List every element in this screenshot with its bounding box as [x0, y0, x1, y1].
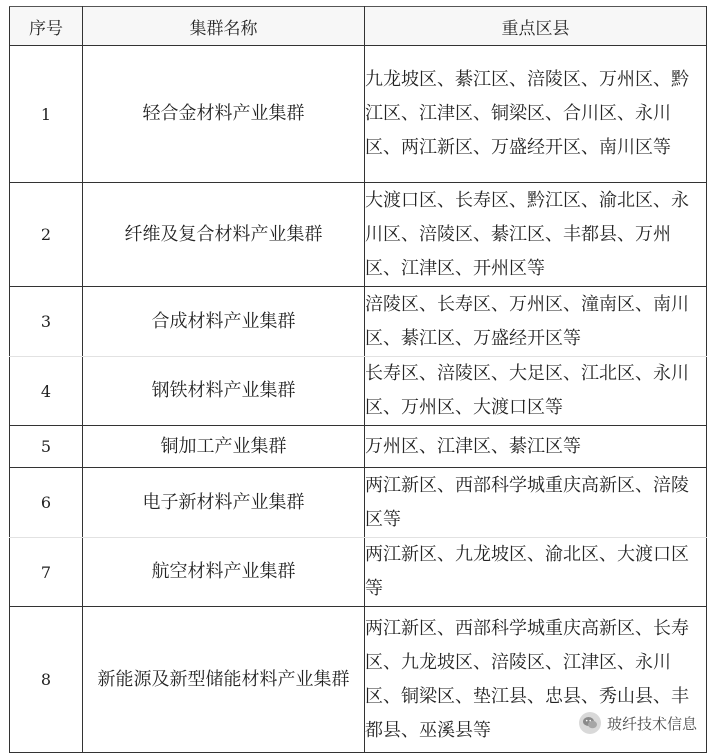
- row-no: 7: [10, 538, 83, 607]
- row-area: 万州区、江津区、綦江区等: [365, 426, 707, 468]
- row-area: 两江新区、九龙坡区、渝北区、大渡口区等: [365, 538, 707, 607]
- row-area: 九龙坡区、綦江区、涪陵区、万州区、黔江区、江津区、铜梁区、合川区、永川区、两江新区、万盛经开区、南川区等: [365, 46, 707, 183]
- row-no: 3: [10, 287, 83, 357]
- row-name: 新能源及新型储能材料产业集群: [83, 607, 365, 753]
- table-row: [10, 183, 707, 287]
- row-no: 4: [10, 357, 83, 426]
- row-name: 铜加工产业集群: [83, 426, 365, 468]
- table-row: [10, 426, 707, 468]
- wechat-icon: [579, 712, 601, 734]
- header-row: [10, 7, 707, 46]
- row-name: 钢铁材料产业集群: [83, 357, 365, 426]
- row-area: 两江新区、西部科学城重庆高新区、长寿区、九龙坡区、涪陵区、江津区、永川区、铜梁区、垫江县、忠县、秀山县、丰都县、巫溪县等: [365, 607, 707, 753]
- row-area: 大渡口区、长寿区、黔江区、渝北区、永川区、涪陵区、綦江区、丰都县、万州区、江津区、开州区等: [365, 183, 707, 287]
- row-name: 纤维及复合材料产业集群: [83, 183, 365, 287]
- row-no: 1: [10, 46, 83, 183]
- cluster-table: [9, 6, 707, 753]
- header-name: 集群名称: [83, 7, 365, 46]
- table-row: [10, 538, 707, 607]
- row-area: 两江新区、西部科学城重庆高新区、涪陵区等: [365, 468, 707, 538]
- header-no: 序号: [10, 7, 83, 46]
- row-name: 航空材料产业集群: [83, 538, 365, 607]
- watermark-text: 玻纤技术信息: [606, 714, 697, 733]
- table-row: [10, 468, 707, 538]
- header-area: 重点区县: [365, 7, 707, 46]
- row-area: 涪陵区、长寿区、万州区、潼南区、南川区、綦江区、万盛经开区等: [365, 287, 707, 357]
- watermark: [575, 710, 701, 736]
- row-name: 合成材料产业集群: [83, 287, 365, 357]
- row-name: 电子新材料产业集群: [83, 468, 365, 538]
- table-row: [10, 357, 707, 426]
- row-no: 6: [10, 468, 83, 538]
- row-area: 长寿区、涪陵区、大足区、江北区、永川区、万州区、大渡口区等: [365, 357, 707, 426]
- table-row: [10, 46, 707, 183]
- table-row: [10, 287, 707, 357]
- row-name: 轻合金材料产业集群: [83, 46, 365, 183]
- row-no: 8: [10, 607, 83, 753]
- row-no: 5: [10, 426, 83, 468]
- row-no: 2: [10, 183, 83, 287]
